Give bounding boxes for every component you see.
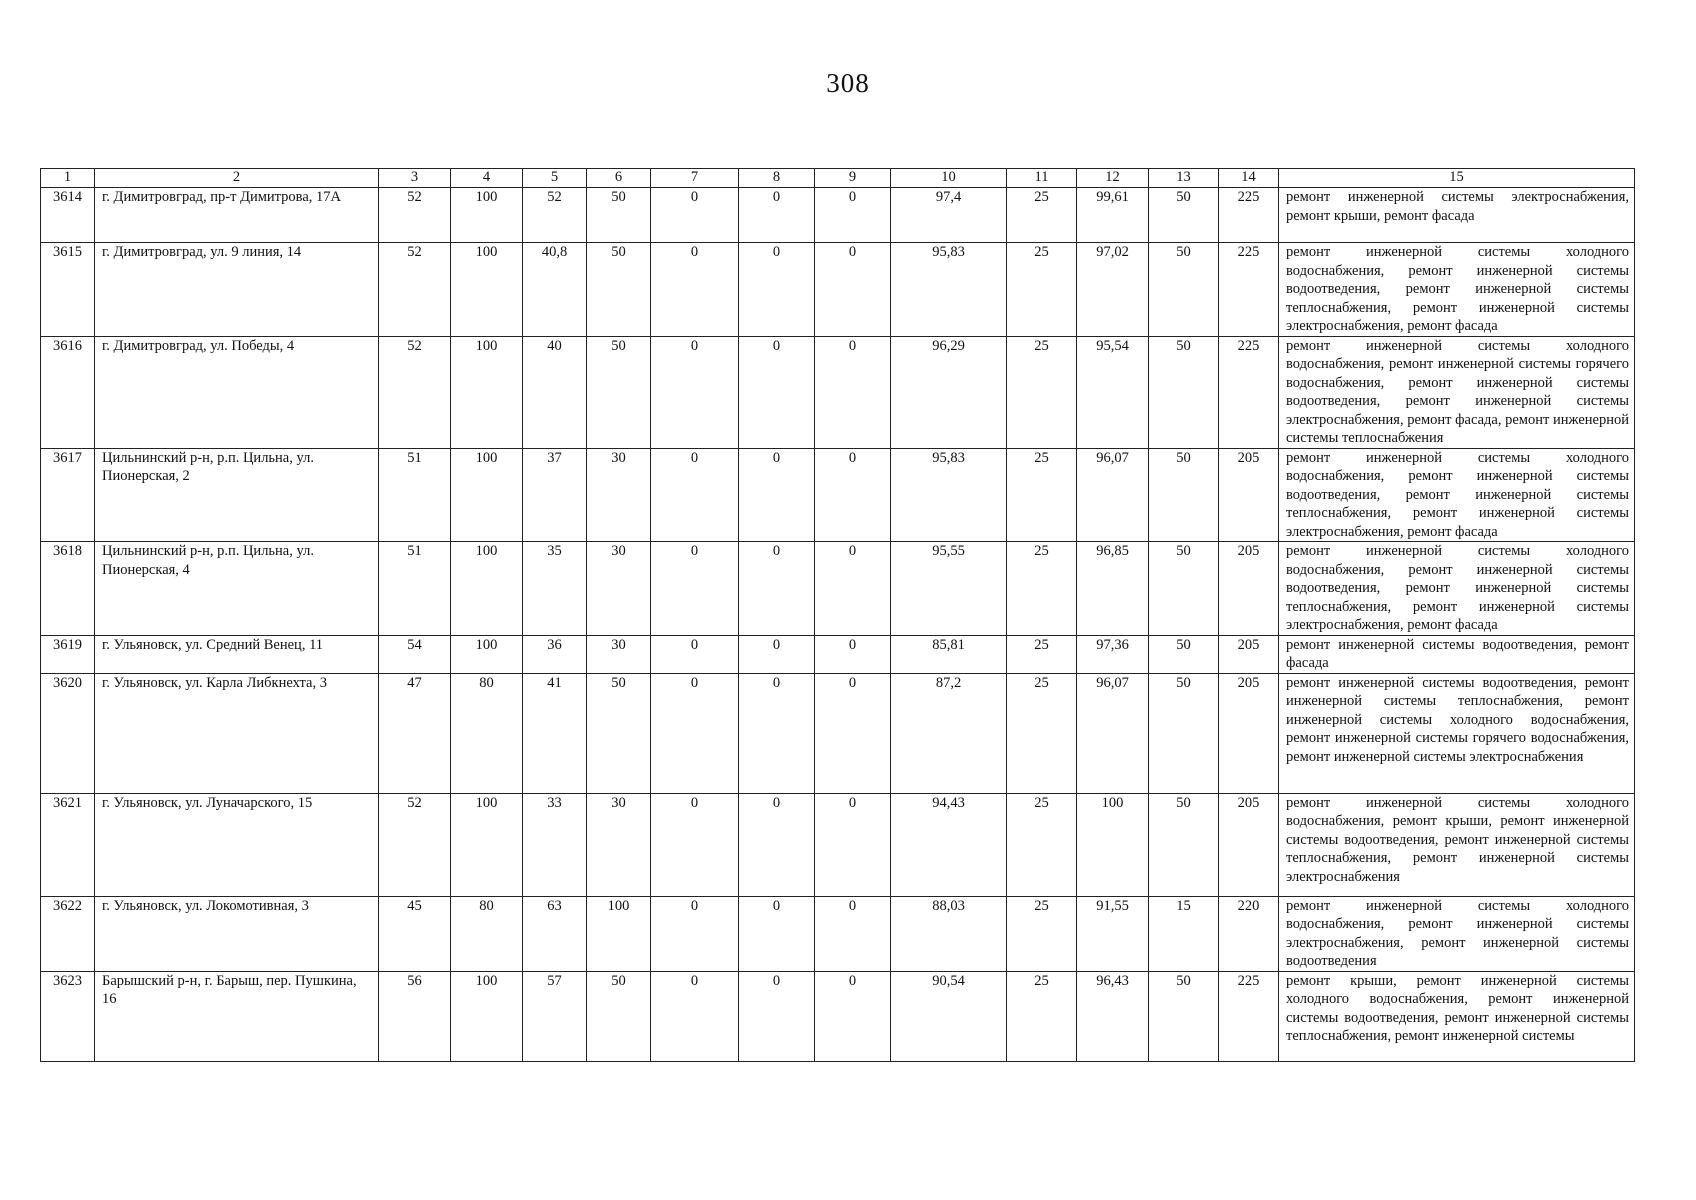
- col-3: 52: [379, 336, 451, 448]
- col-3: 51: [379, 542, 451, 636]
- address: г. Ульяновск, ул. Средний Венец, 11: [95, 635, 379, 673]
- col-12: 97,02: [1077, 243, 1149, 337]
- col-5: 40,8: [523, 243, 587, 337]
- table-row: [41, 542, 1635, 636]
- col-4: 100: [451, 448, 523, 542]
- col-3: 47: [379, 673, 451, 793]
- address: Барышский р-н, г. Барыш, пер. Пушкина, 16: [95, 971, 379, 1061]
- works-description: ремонт инженерной системы холодного водоснабжения, ремонт инженерной системы горячего водоснабжения, ремонт инженерной системы водоотведения, ремонт инженерной системы электроснабжения, ремонт фасада, ремонт инженерной системы теплоснабжения: [1279, 336, 1635, 448]
- col-4: 100: [451, 971, 523, 1061]
- address: г. Димитровград, пр-т Димитрова, 17А: [95, 188, 379, 243]
- row-id: 3617: [41, 448, 95, 542]
- works-description: ремонт инженерной системы холодного водоснабжения, ремонт инженерной системы водоотведения, ремонт инженерной системы теплоснабжения, ремонт инженерной системы электроснабжения, ремонт фасада: [1279, 243, 1635, 337]
- col-10: 96,29: [891, 336, 1007, 448]
- col-7: 0: [651, 896, 739, 971]
- works-description: ремонт инженерной системы водоотведения, ремонт инженерной системы теплоснабжения, ремонт инженерной системы холодного водоснабжения, ремонт инженерной системы горячего водоснабжения, ремонт инженерной системы электроснабжения: [1279, 673, 1635, 793]
- col-3: 54: [379, 635, 451, 673]
- col-14: 205: [1219, 635, 1279, 673]
- column-header-15: 15: [1279, 169, 1635, 188]
- works-description: ремонт крыши, ремонт инженерной системы холодного водоснабжения, ремонт инженерной системы водоотведения, ремонт инженерной системы теплоснабжения, ремонт инженерной системы: [1279, 971, 1635, 1061]
- col-14: 205: [1219, 673, 1279, 793]
- row-id: 3619: [41, 635, 95, 673]
- col-7: 0: [651, 971, 739, 1061]
- col-11: 25: [1007, 896, 1077, 971]
- table-row: [41, 188, 1635, 243]
- col-4: 100: [451, 793, 523, 896]
- col-10: 88,03: [891, 896, 1007, 971]
- table-row: [41, 448, 1635, 542]
- col-12: 91,55: [1077, 896, 1149, 971]
- col-9: 0: [815, 793, 891, 896]
- col-5: 41: [523, 673, 587, 793]
- column-header-2: 2: [95, 169, 379, 188]
- col-13: 50: [1149, 971, 1219, 1061]
- row-id: 3623: [41, 971, 95, 1061]
- table-row: [41, 971, 1635, 1061]
- col-13: 15: [1149, 896, 1219, 971]
- col-8: 0: [739, 336, 815, 448]
- works-description: ремонт инженерной системы электроснабжения, ремонт крыши, ремонт фасада: [1279, 188, 1635, 243]
- col-6: 30: [587, 793, 651, 896]
- col-7: 0: [651, 793, 739, 896]
- col-11: 25: [1007, 793, 1077, 896]
- col-7: 0: [651, 243, 739, 337]
- col-7: 0: [651, 188, 739, 243]
- address: г. Ульяновск, ул. Луначарского, 15: [95, 793, 379, 896]
- col-9: 0: [815, 336, 891, 448]
- col-10: 90,54: [891, 971, 1007, 1061]
- col-12: 99,61: [1077, 188, 1149, 243]
- col-14: 225: [1219, 243, 1279, 337]
- table-row: [41, 243, 1635, 337]
- works-description: ремонт инженерной системы водоотведения, ремонт фасада: [1279, 635, 1635, 673]
- col-10: 94,43: [891, 793, 1007, 896]
- col-8: 0: [739, 896, 815, 971]
- col-10: 97,4: [891, 188, 1007, 243]
- row-id: 3621: [41, 793, 95, 896]
- column-header-4: 4: [451, 169, 523, 188]
- column-header-6: 6: [587, 169, 651, 188]
- col-11: 25: [1007, 542, 1077, 636]
- col-9: 0: [815, 448, 891, 542]
- column-header-7: 7: [651, 169, 739, 188]
- col-4: 80: [451, 673, 523, 793]
- col-3: 45: [379, 896, 451, 971]
- col-8: 0: [739, 448, 815, 542]
- col-12: 96,07: [1077, 448, 1149, 542]
- table-row: [41, 336, 1635, 448]
- col-11: 25: [1007, 448, 1077, 542]
- address: Цильнинский р-н, р.п. Цильна, ул. Пионерская, 2: [95, 448, 379, 542]
- column-header-8: 8: [739, 169, 815, 188]
- col-14: 220: [1219, 896, 1279, 971]
- row-id: 3614: [41, 188, 95, 243]
- col-7: 0: [651, 448, 739, 542]
- col-5: 63: [523, 896, 587, 971]
- col-9: 0: [815, 673, 891, 793]
- table-row: [41, 793, 1635, 896]
- col-10: 85,81: [891, 635, 1007, 673]
- col-6: 50: [587, 188, 651, 243]
- col-4: 80: [451, 896, 523, 971]
- col-9: 0: [815, 188, 891, 243]
- column-header-10: 10: [891, 169, 1007, 188]
- col-8: 0: [739, 188, 815, 243]
- col-6: 30: [587, 542, 651, 636]
- col-11: 25: [1007, 673, 1077, 793]
- register-table: [40, 168, 1635, 1062]
- col-10: 95,83: [891, 448, 1007, 542]
- col-5: 40: [523, 336, 587, 448]
- col-8: 0: [739, 542, 815, 636]
- address: г. Ульяновск, ул. Локомотивная, 3: [95, 896, 379, 971]
- col-3: 52: [379, 793, 451, 896]
- col-12: 97,36: [1077, 635, 1149, 673]
- table-row: [41, 673, 1635, 793]
- col-7: 0: [651, 542, 739, 636]
- col-11: 25: [1007, 188, 1077, 243]
- col-11: 25: [1007, 635, 1077, 673]
- table-body: [41, 169, 1635, 1062]
- col-10: 95,83: [891, 243, 1007, 337]
- works-description: ремонт инженерной системы холодного водоснабжения, ремонт крыши, ремонт инженерной системы водоотведения, ремонт инженерной системы теплоснабжения, ремонт инженерной системы электроснабжения: [1279, 793, 1635, 896]
- col-13: 50: [1149, 793, 1219, 896]
- col-8: 0: [739, 243, 815, 337]
- col-4: 100: [451, 542, 523, 636]
- col-12: 96,43: [1077, 971, 1149, 1061]
- col-12: 96,85: [1077, 542, 1149, 636]
- col-6: 30: [587, 448, 651, 542]
- col-5: 52: [523, 188, 587, 243]
- col-14: 225: [1219, 336, 1279, 448]
- works-description: ремонт инженерной системы холодного водоснабжения, ремонт инженерной системы водоотведения, ремонт инженерной системы теплоснабжения, ремонт инженерной системы электроснабжения, ремонт фасада: [1279, 542, 1635, 636]
- column-header-11: 11: [1007, 169, 1077, 188]
- col-4: 100: [451, 243, 523, 337]
- col-14: 225: [1219, 188, 1279, 243]
- col-13: 50: [1149, 188, 1219, 243]
- col-14: 205: [1219, 448, 1279, 542]
- col-4: 100: [451, 188, 523, 243]
- col-3: 51: [379, 448, 451, 542]
- row-id: 3615: [41, 243, 95, 337]
- column-header-5: 5: [523, 169, 587, 188]
- address: г. Ульяновск, ул. Карла Либкнехта, 3: [95, 673, 379, 793]
- column-header-9: 9: [815, 169, 891, 188]
- works-description: ремонт инженерной системы холодного водоснабжения, ремонт инженерной системы электроснабжения, ремонт инженерной системы водоотведения: [1279, 896, 1635, 971]
- col-5: 36: [523, 635, 587, 673]
- table-row: [41, 635, 1635, 673]
- page-number: 308: [826, 68, 870, 98]
- col-13: 50: [1149, 336, 1219, 448]
- column-header-12: 12: [1077, 169, 1149, 188]
- col-10: 95,55: [891, 542, 1007, 636]
- col-8: 0: [739, 635, 815, 673]
- col-6: 100: [587, 896, 651, 971]
- col-13: 50: [1149, 448, 1219, 542]
- row-id: 3620: [41, 673, 95, 793]
- col-8: 0: [739, 971, 815, 1061]
- col-7: 0: [651, 336, 739, 448]
- col-6: 50: [587, 336, 651, 448]
- col-8: 0: [739, 673, 815, 793]
- column-header-14: 14: [1219, 169, 1279, 188]
- col-5: 33: [523, 793, 587, 896]
- col-14: 205: [1219, 793, 1279, 896]
- col-6: 30: [587, 635, 651, 673]
- row-id: 3616: [41, 336, 95, 448]
- col-6: 50: [587, 673, 651, 793]
- address: г. Димитровград, ул. 9 линия, 14: [95, 243, 379, 337]
- col-14: 225: [1219, 971, 1279, 1061]
- col-11: 25: [1007, 336, 1077, 448]
- col-12: 100: [1077, 793, 1149, 896]
- row-id: 3618: [41, 542, 95, 636]
- col-9: 0: [815, 896, 891, 971]
- col-8: 0: [739, 793, 815, 896]
- address: г. Димитровград, ул. Победы, 4: [95, 336, 379, 448]
- col-3: 52: [379, 243, 451, 337]
- col-13: 50: [1149, 635, 1219, 673]
- col-9: 0: [815, 971, 891, 1061]
- col-9: 0: [815, 542, 891, 636]
- column-header-1: 1: [41, 169, 95, 188]
- col-7: 0: [651, 635, 739, 673]
- col-11: 25: [1007, 243, 1077, 337]
- col-6: 50: [587, 243, 651, 337]
- col-4: 100: [451, 336, 523, 448]
- col-3: 52: [379, 188, 451, 243]
- col-12: 96,07: [1077, 673, 1149, 793]
- col-12: 95,54: [1077, 336, 1149, 448]
- header-row: [41, 169, 1635, 188]
- works-description: ремонт инженерной системы холодного водоснабжения, ремонт инженерной системы водоотведения, ремонт инженерной системы теплоснабжения, ремонт инженерной системы электроснабжения, ремонт фасада: [1279, 448, 1635, 542]
- col-13: 50: [1149, 542, 1219, 636]
- column-header-13: 13: [1149, 169, 1219, 188]
- col-11: 25: [1007, 971, 1077, 1061]
- col-13: 50: [1149, 673, 1219, 793]
- col-5: 37: [523, 448, 587, 542]
- col-5: 35: [523, 542, 587, 636]
- col-13: 50: [1149, 243, 1219, 337]
- table-row: [41, 896, 1635, 971]
- col-10: 87,2: [891, 673, 1007, 793]
- column-header-3: 3: [379, 169, 451, 188]
- col-7: 0: [651, 673, 739, 793]
- col-14: 205: [1219, 542, 1279, 636]
- col-4: 100: [451, 635, 523, 673]
- row-id: 3622: [41, 896, 95, 971]
- col-9: 0: [815, 243, 891, 337]
- col-5: 57: [523, 971, 587, 1061]
- address: Цильнинский р-н, р.п. Цильна, ул. Пионерская, 4: [95, 542, 379, 636]
- col-9: 0: [815, 635, 891, 673]
- col-3: 56: [379, 971, 451, 1061]
- col-6: 50: [587, 971, 651, 1061]
